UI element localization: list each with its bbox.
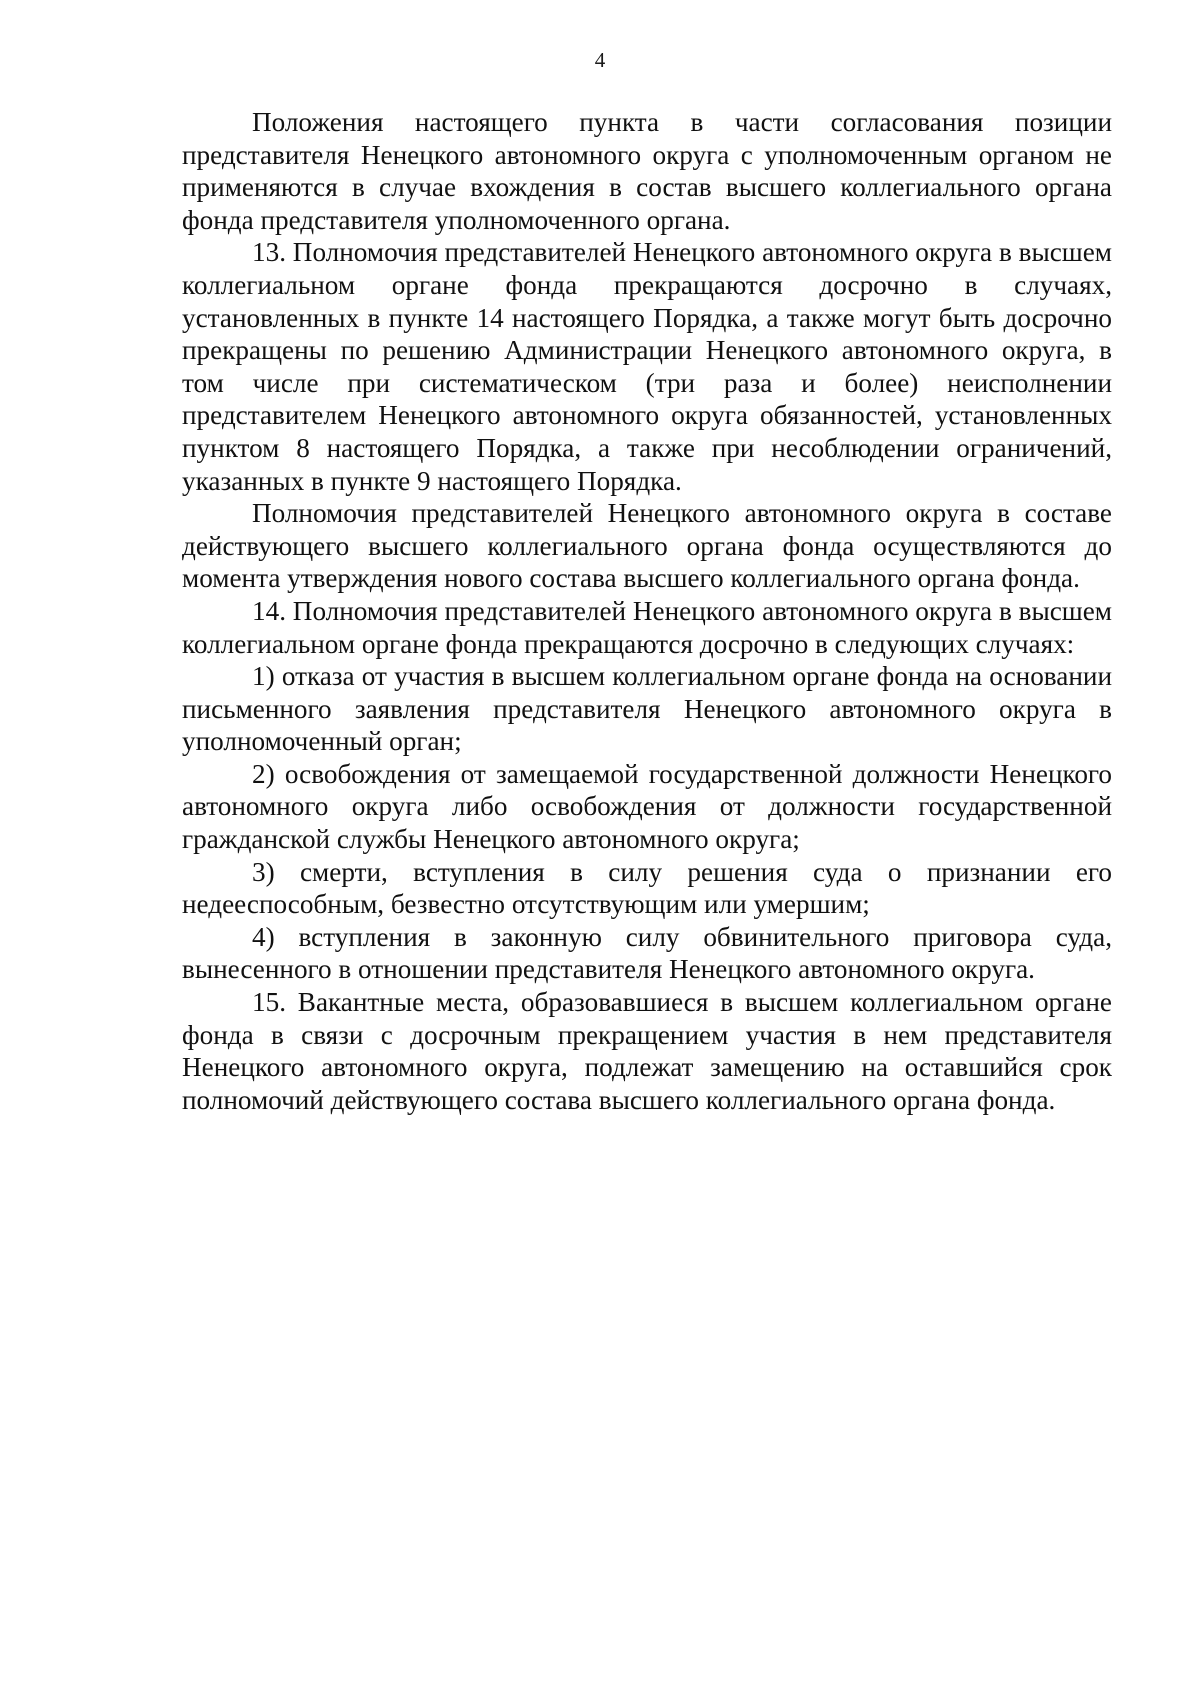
paragraph-subitem-4: 4) вступления в законную силу обвинительного приговора суда, вынесенного в отношении представителя Ненецкого автономного округа.	[182, 921, 1112, 985]
paragraph-subitem-1: 1) отказа от участия в высшем коллегиальном органе фонда на основании письменного заявления представителя Ненецкого автономного округа в уполномоченный орган;	[182, 661, 1112, 757]
paragraph-item-14: 14. Полномочия представителей Ненецкого автономного округа в высшем коллегиальном органе фонда прекращаются досрочно в следующих случаях:	[182, 595, 1112, 659]
paragraph-subitem-3: 3) смерти, вступления в силу решения суда о признании его недееспособным, безвестно отсутствующим или умершим;	[182, 856, 1112, 920]
paragraph-item-13: 13. Полномочия представителей Ненецкого автономного округа в высшем коллегиальном органе фонда прекращаются досрочно в случаях, установленных в пункте 14 настоящего Порядка, а также могут быть досрочно прекращены по решению Администрации Ненецкого автономного округа, в том числе при систематическом (три раза и более) неисполнении представителем Ненецкого автономного округа обязанностей, установленных пунктом 8 настоящего Порядка, а также при несоблюдении ограничений, указанных в пункте 9 настоящего Порядка.	[182, 237, 1112, 496]
page-number: 4	[594, 48, 606, 72]
paragraph-subitem-2: 2) освобождения от замещаемой государственной должности Ненецкого автономного округа либо освобождения от должности государственной гражданской службы Ненецкого автономного округа;	[182, 758, 1112, 855]
paragraph-item-15: 15. Вакантные места, образовавшиеся в высшем коллегиальном органе фонда в связи с досрочным прекращением участия в нем представителя Ненецкого автономного округа, подлежат замещению на оставшийся срок полномочий действующего состава высшего коллегиального органа фонда.	[182, 987, 1112, 1115]
paragraph-powers-until-new-composition: Полномочия представителей Ненецкого автономного округа в составе действующего высшего коллегиального органа фонда осуществляются до момента утверждения нового состава высшего коллегиального органа фонда.	[182, 498, 1112, 594]
document-body	[182, 106, 1112, 1116]
paragraph-position-clause: Положения настоящего пункта в части согласования позиции представителя Ненецкого автономного округа с уполномоченным органом не применяются в случае вхождения в состав высшего коллегиального органа фонда представителя уполномоченного органа.	[182, 107, 1112, 235]
